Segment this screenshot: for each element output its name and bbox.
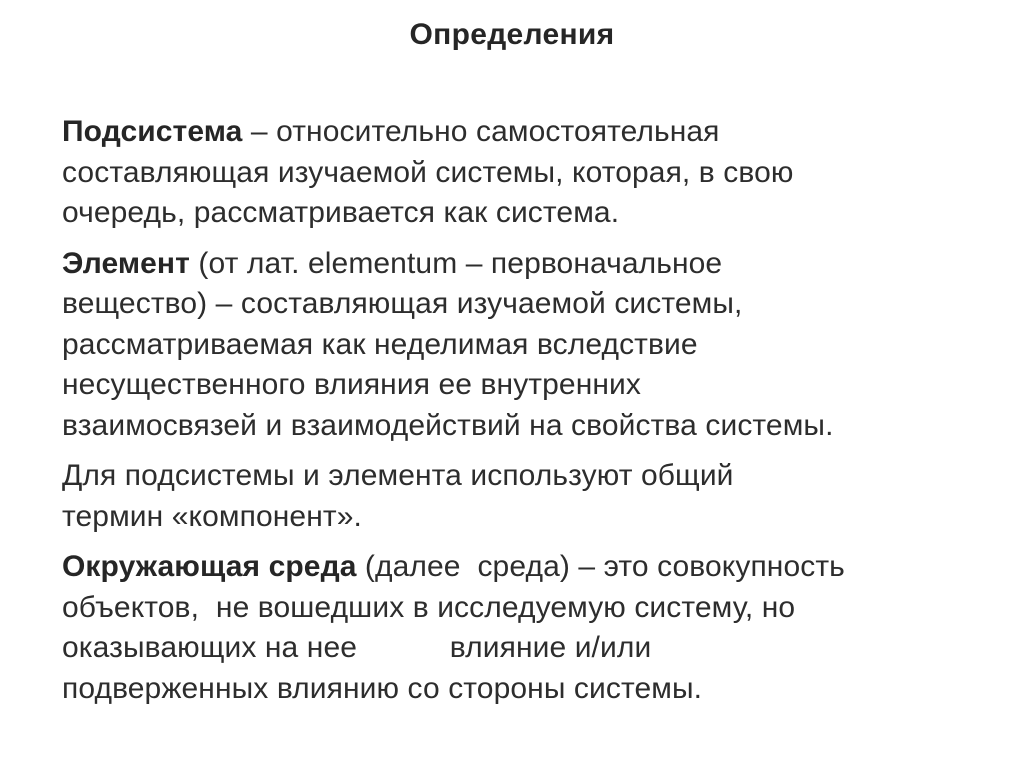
definition-text: – относительно самостоятельная [242, 115, 720, 148]
definition-line: вещество) – составляющая изучаемой системы, [62, 287, 743, 320]
definition-element [62, 244, 982, 447]
slide-title: Определения [409, 18, 615, 51]
definition-line [62, 547, 982, 588]
definition-line: объектов, не вошедших в исследуемую систему, но [62, 590, 796, 624]
definition-environment [62, 547, 982, 709]
definition-component [62, 456, 982, 537]
definition-line: очередь, рассматривается как система. [62, 196, 620, 229]
definition-line: рассматриваемая как неделимая вследствие [62, 327, 698, 361]
definition-line [62, 244, 982, 285]
definition-line [62, 112, 982, 153]
definition-line: термин «компонент». [62, 499, 362, 533]
definition-line: Для подсистемы и элемента используют общий [62, 459, 734, 492]
term-subsystem: Подсистема [62, 115, 243, 148]
definition-subsystem [62, 112, 982, 234]
definition-line: подверженных влиянию со стороны системы. [62, 671, 703, 705]
definition-line: оказывающих на нее влияние и/или [62, 631, 652, 664]
definition-line: несущественного влияния ее внутренних [62, 368, 642, 401]
term-environment: Окружающая среда [62, 550, 357, 583]
term-element: Элемент [62, 246, 190, 280]
definitions-body [62, 112, 982, 719]
definition-line: взаимосвязей и взаимодействий на свойства системы. [62, 408, 834, 442]
definition-text: (далее среда) – это совокупность [356, 550, 845, 583]
definition-text: (от лат. elementum – первоначальное [189, 246, 723, 280]
definition-line: составляющая изучаемой системы, которая, в свою [62, 155, 794, 189]
